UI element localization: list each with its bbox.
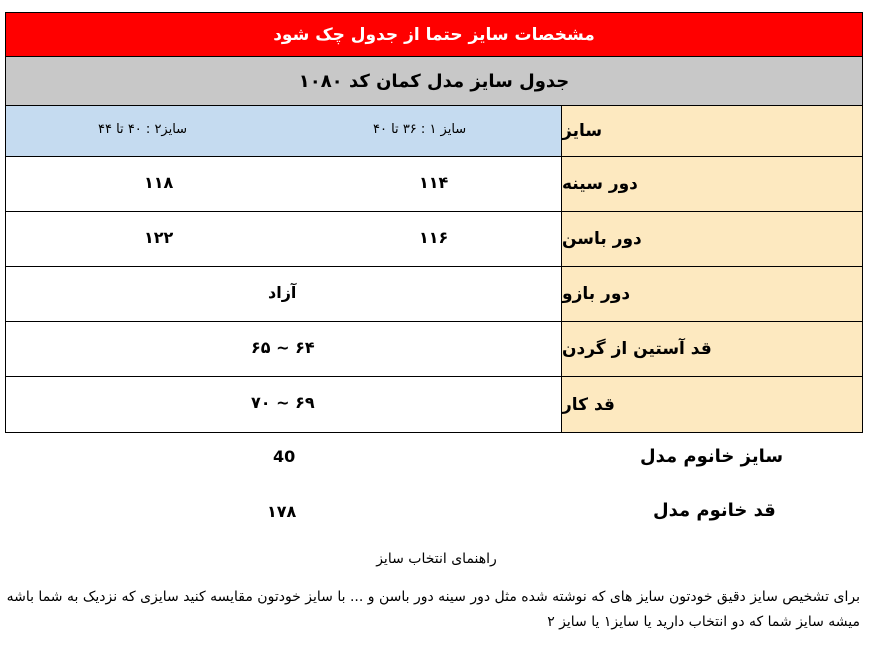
table-row [6, 377, 862, 432]
row-label [561, 377, 862, 432]
row-values [6, 322, 561, 376]
model-size-value: 40 [273, 447, 296, 466]
model-height-label: قد خانوم مدل [653, 500, 776, 521]
model-size-label: سایز خانوم مدل [640, 446, 784, 467]
row-values [6, 212, 561, 266]
warning-banner [6, 13, 862, 57]
row-values [6, 267, 561, 321]
row-label [561, 322, 862, 376]
cell-size2: ۱۱۸ [144, 173, 174, 192]
header-values [6, 106, 561, 156]
table-row [6, 157, 862, 212]
row-label-text: دور بازو [562, 284, 631, 304]
header-label-text: سایز [562, 121, 603, 141]
row-label-text: قد آستین از گردن [562, 339, 712, 359]
cell-value: ۶۴ ~ ۶۵ [251, 338, 315, 357]
warning-banner-text: مشخصات سایز حتما از جدول چک شود [273, 24, 595, 45]
header-size2: سایز۲ : ۴۰ تا ۴۴ [98, 122, 188, 137]
row-label [561, 212, 862, 266]
table-title-text: جدول سایز مدل کمان کد ۱۰۸۰ [298, 70, 570, 92]
cell-size1: ۱۱۴ [419, 173, 449, 192]
row-values [6, 377, 561, 432]
table-row [6, 322, 862, 377]
header-size1: سایز ۱ : ۳۶ تا ۴۰ [373, 122, 467, 137]
guide-text: برای تشخیص سایز دقیق خودتون سایز های که نوشته شده مثل دور سینه دور باسن و ... با سایز خودتون مقایسه کنید سایزی که نزدیک به شما باشه میشه سایز شما که دو انتخاب دارید یا سایز۱ یا سایز ۲ [6, 589, 860, 630]
row-label [561, 157, 862, 211]
row-label-text: دور سینه [562, 174, 638, 194]
cell-value: ۶۹ ~ ۷۰ [251, 393, 315, 412]
cell-value: آزاد [268, 283, 297, 302]
table-row [6, 267, 862, 322]
cell-size1: ۱۱۶ [419, 228, 449, 247]
table-title [6, 57, 862, 106]
header-label [561, 106, 862, 156]
row-values [6, 157, 561, 211]
guide-title: راهنمای انتخاب سایز [376, 551, 497, 567]
cell-size2: ۱۲۲ [144, 228, 174, 247]
model-height-value: ۱۷۸ [267, 502, 297, 521]
row-label-text: قد کار [562, 394, 615, 415]
row-label-text: دور باسن [562, 229, 642, 249]
size-table [5, 12, 863, 433]
table-row [6, 212, 862, 267]
row-label [561, 267, 862, 321]
table-header-row [6, 106, 862, 157]
